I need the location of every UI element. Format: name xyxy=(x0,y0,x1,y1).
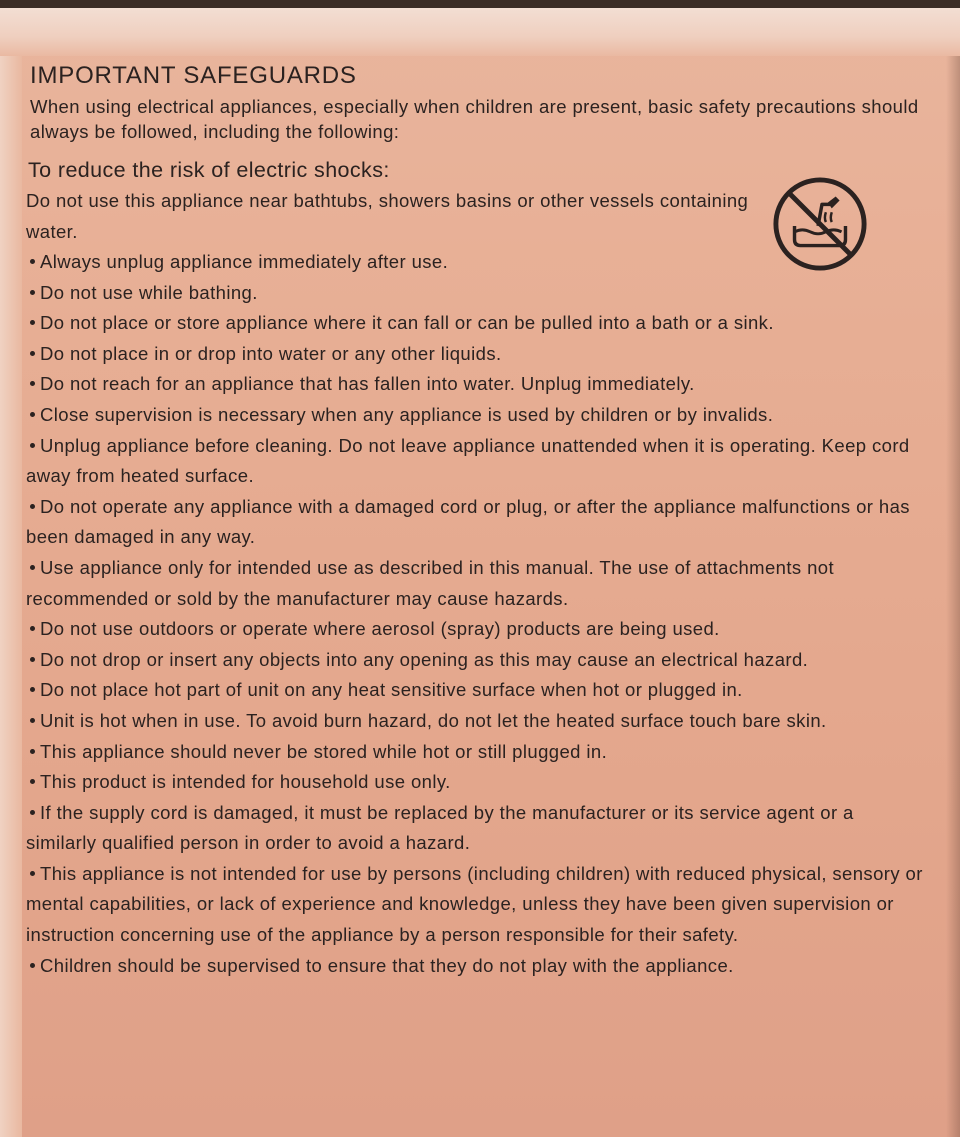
bullet-icon xyxy=(30,779,35,784)
list-item xyxy=(26,645,926,676)
list-item xyxy=(26,798,926,859)
bullet-icon xyxy=(30,810,35,815)
bullet-icon xyxy=(30,443,35,448)
bullet-icon xyxy=(30,381,35,386)
list-item-text: Unplug appliance before cleaning. Do not leave appliance unattended when it is operating. Keep cord away from heated surface. xyxy=(26,434,910,487)
page-title: IMPORTANT SAFEGUARDS xyxy=(30,62,357,89)
intro-paragraph: When using electrical appliances, especially when children are present, basic safety precautions should always be followed, including the following: xyxy=(30,96,919,142)
top-edge xyxy=(0,0,960,8)
lead-paragraph: Do not use this appliance near bathtubs, showers basins or other vessels containing water. xyxy=(26,190,749,242)
bullet-icon xyxy=(30,749,35,754)
list-item xyxy=(26,400,926,431)
list-item xyxy=(26,675,926,706)
list-item-text: Do not place or store appliance where it can fall or can be pulled into a bath or a sink. xyxy=(40,312,774,334)
bullet-icon xyxy=(30,871,35,876)
bullet-icon xyxy=(30,320,35,325)
list-item-text: Do not use while bathing. xyxy=(40,281,258,303)
list-item xyxy=(26,614,926,645)
safety-list xyxy=(26,247,926,981)
bullet-icon xyxy=(30,565,35,570)
list-item xyxy=(26,369,926,400)
list-item-text: Do not place hot part of unit on any heat sensitive surface when hot or plugged in. xyxy=(40,679,743,701)
right-shadow xyxy=(946,56,960,1137)
paper-strip xyxy=(0,8,960,56)
list-item xyxy=(26,339,926,370)
list-item-text: Do not operate any appliance with a damaged cord or plug, or after the appliance malfunctions or has been damaged in any way. xyxy=(26,495,910,548)
list-item-text: Do not drop or insert any objects into any opening as this may cause an electrical hazard. xyxy=(40,648,809,670)
bullet-icon xyxy=(30,657,35,662)
bullet-icon xyxy=(30,259,35,264)
list-item-text: Unit is hot when in use. To avoid burn hazard, do not let the heated surface touch bare skin. xyxy=(40,709,827,731)
section-heading: To reduce the risk of electric shocks: xyxy=(28,158,390,182)
bullet-icon xyxy=(30,412,35,417)
list-item-text: Children should be supervised to ensure that they do not play with the appliance. xyxy=(40,954,734,976)
list-item xyxy=(26,308,926,339)
no-bathtub-water-icon xyxy=(771,175,869,273)
list-item-text: This product is intended for household use only. xyxy=(40,771,451,793)
list-item-text: Close supervision is necessary when any appliance is used by children or by invalids. xyxy=(40,403,774,425)
list-item xyxy=(26,431,926,492)
list-item-text: This appliance should never be stored while hot or still plugged in. xyxy=(40,740,608,762)
list-item-text: This appliance is not intended for use by persons (including children) with reduced physical, sensory or mental capabilities, or lack of experience and knowledge, unless they have been given supervision or instruction concerning use of the appliance by a person responsible for their safety. xyxy=(26,862,923,946)
list-item-text: Do not use outdoors or operate where aerosol (spray) products are being used. xyxy=(40,618,720,640)
list-item xyxy=(26,737,926,768)
bullet-icon xyxy=(30,687,35,692)
list-item-text: If the supply cord is damaged, it must be replaced by the manufacturer or its service agent or a similarly qualified person in order to avoid a hazard. xyxy=(26,801,854,854)
list-item xyxy=(26,553,926,614)
bullet-icon xyxy=(30,626,35,631)
list-item xyxy=(26,859,926,951)
bullet-icon xyxy=(30,718,35,723)
bullet-icon xyxy=(30,351,35,356)
list-item xyxy=(26,278,926,309)
bullet-icon xyxy=(30,963,35,968)
list-item-text: Always unplug appliance immediately after use. xyxy=(40,251,449,272)
list-item xyxy=(26,492,926,553)
list-item xyxy=(26,951,926,982)
left-margin xyxy=(0,56,22,1137)
list-item xyxy=(26,767,926,798)
bullet-icon xyxy=(30,504,35,509)
list-item-text: Do not place in or drop into water or any other liquids. xyxy=(40,342,502,364)
list-item-text: Do not reach for an appliance that has fallen into water. Unplug immediately. xyxy=(40,373,695,395)
list-item-text: Use appliance only for intended use as described in this manual. The use of attachments not recommended or sold by the manufacturer may cause hazards. xyxy=(26,556,834,609)
bullet-icon xyxy=(30,290,35,295)
list-item xyxy=(26,706,926,737)
